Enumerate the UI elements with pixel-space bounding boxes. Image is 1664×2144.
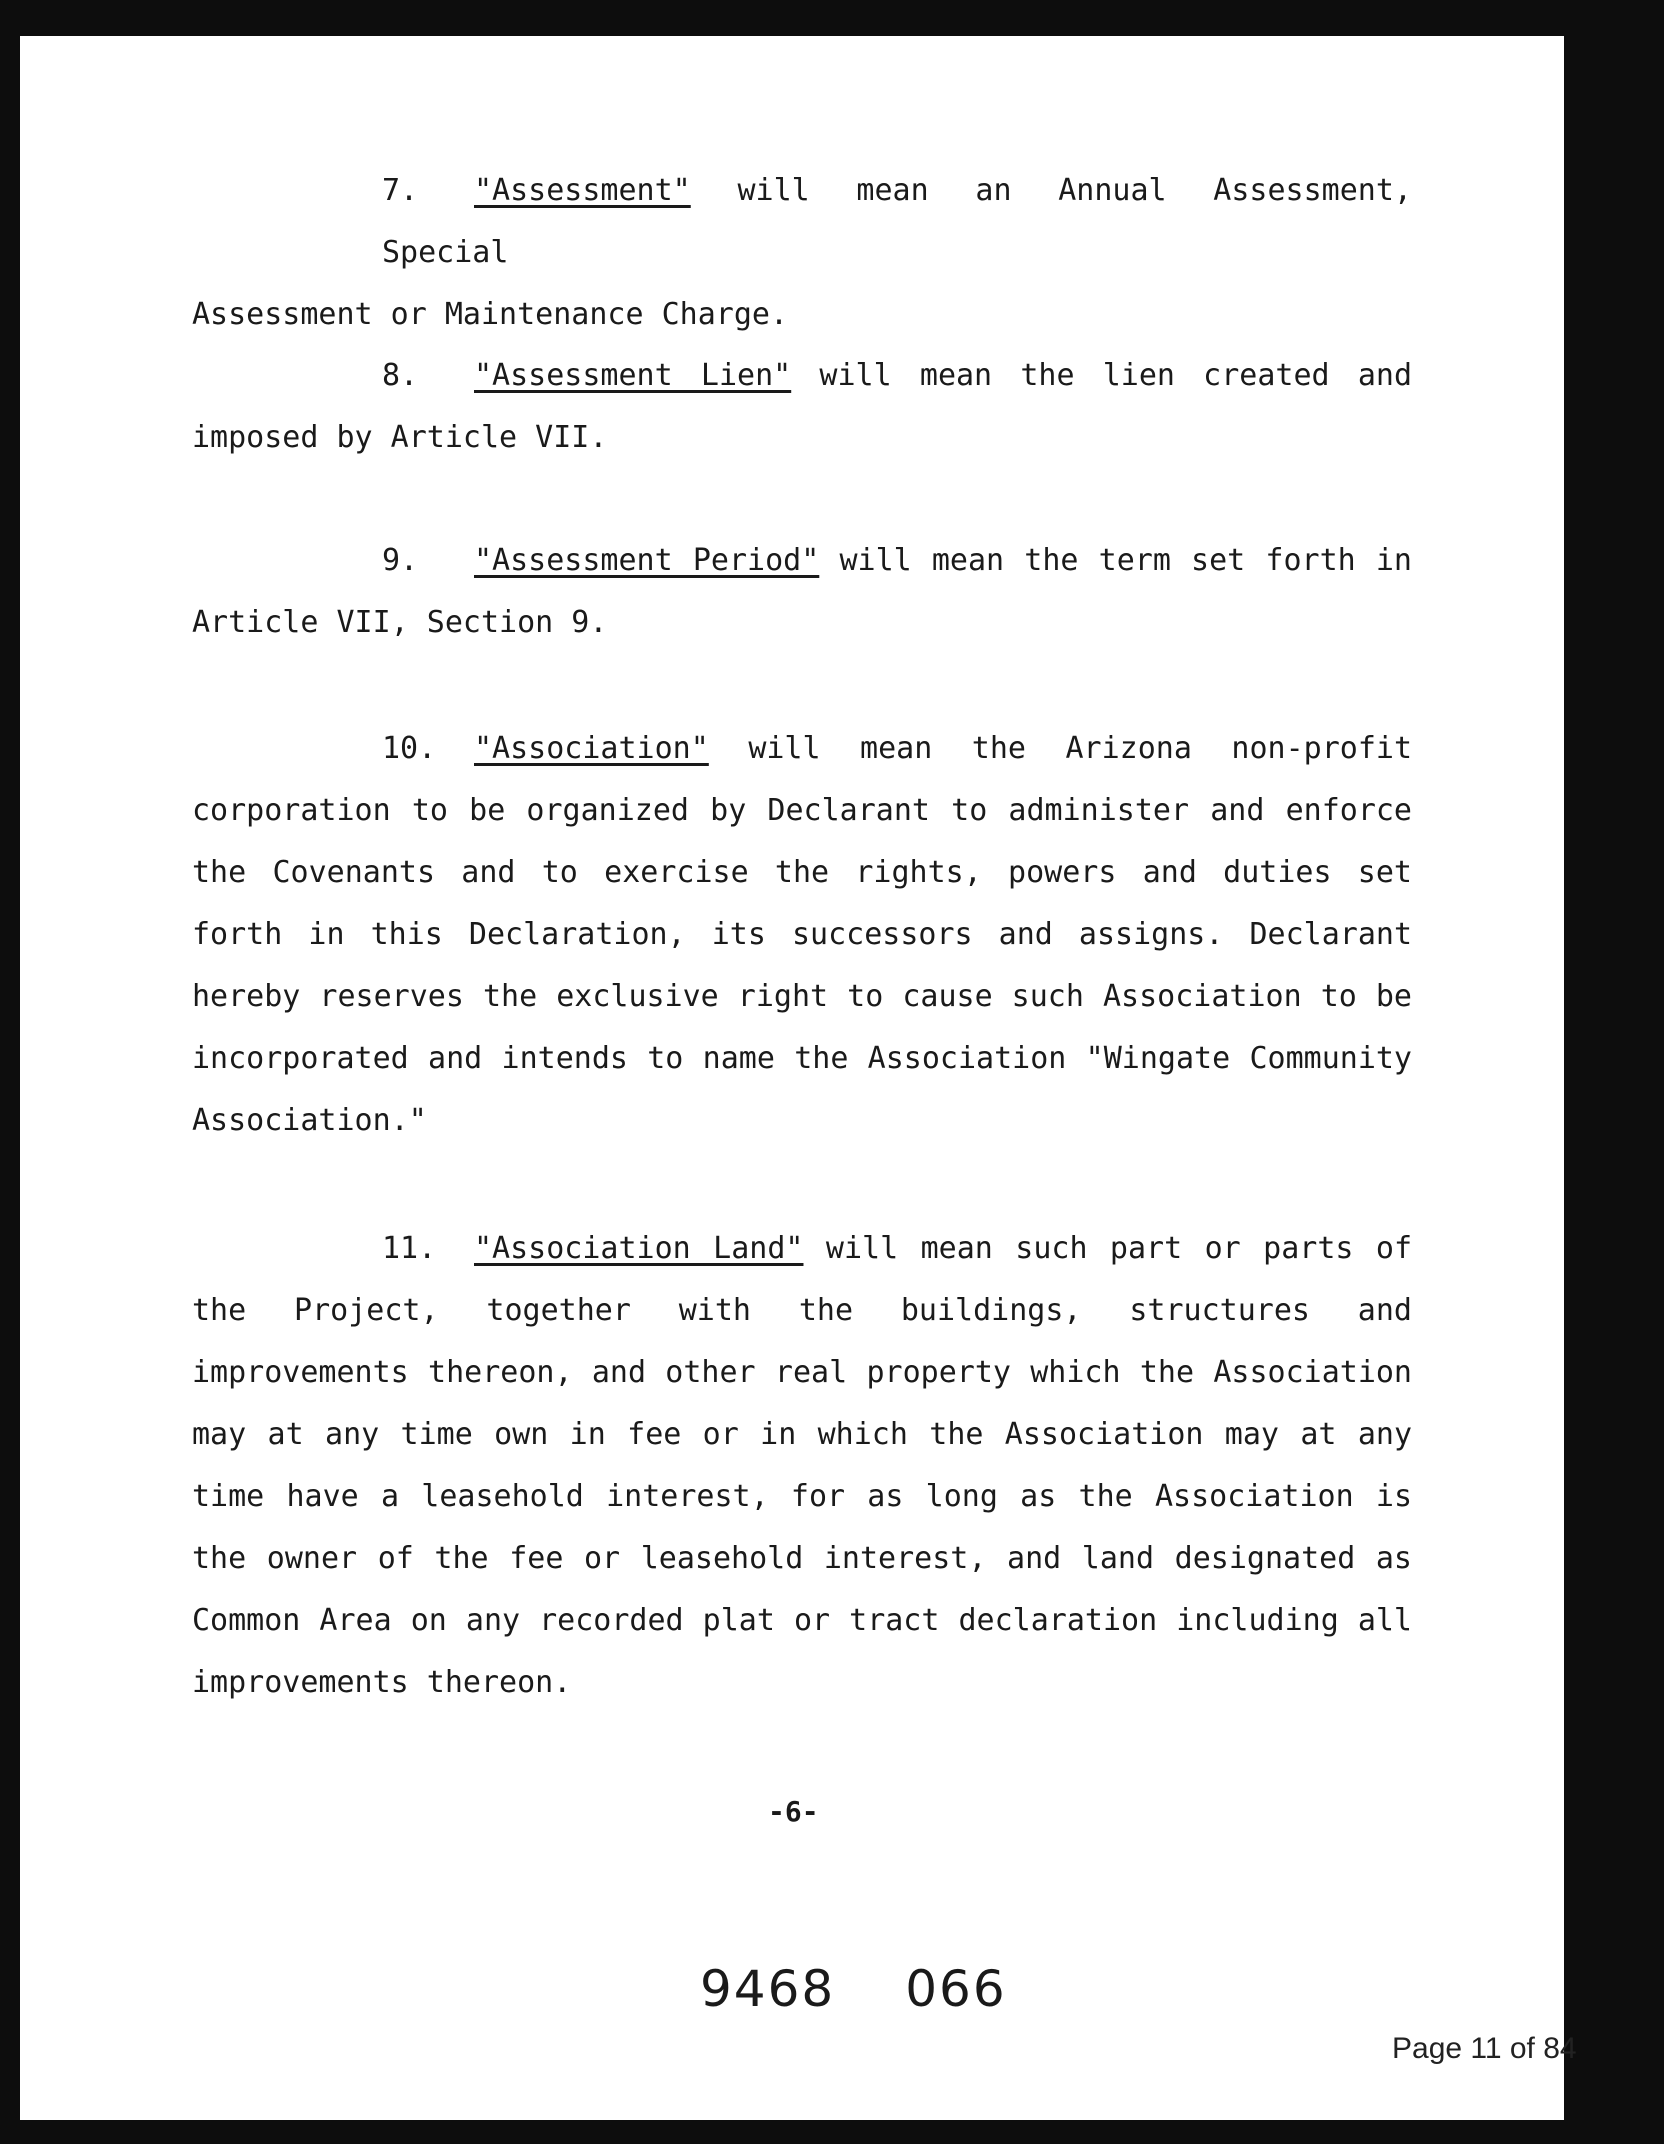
definition-item (192, 1218, 1412, 1714)
definition-text: will mean such part or parts of (825, 1231, 1413, 1266)
definition-first-line (192, 718, 1412, 780)
scan-border-top (0, 0, 1664, 36)
definition-continuation: Assessment or Maintenance Charge. (192, 297, 789, 332)
print-timestamp: 08/29/2011 12:14 PM (1424, 2085, 1557, 2101)
page-number: -6- (768, 1795, 819, 1828)
definition-continuation: Article VII, Section 9. (192, 605, 608, 640)
defined-term: "Assessment Period" (474, 543, 820, 578)
definition-continuation: corporation to be organized by Declarant to administer and enforce the Covenants and to exercise the rights, powers and duties set forth in this Declaration, its successors and assigns. Declarant hereby reserves the exclusive right to cause such Association to be incorporated and intends to name the Association "Wingate Community Association." (192, 793, 1412, 1138)
book-number: 9468 (700, 1960, 836, 2018)
defined-term: "Association Land" (474, 1231, 804, 1266)
definition-continuation: the Project, together with the buildings, structures and improvements thereon, and other real property which the Association may at any time own in fee or in which the Association may at any time have a leasehold interest, for as long as the Association is the owner of the fee or leasehold interest, and land designated as Common Area on any recorded plat or tract declaration including all improvements thereon. (192, 1293, 1412, 1700)
item-number: 9. (382, 543, 419, 578)
definition-first-line (192, 345, 1412, 407)
item-number: 8. (382, 358, 419, 393)
definition-item (192, 718, 1412, 1152)
definition-text: will mean the term set forth in (839, 543, 1412, 578)
definition-item (192, 345, 1412, 469)
definition-first-line (192, 160, 1412, 284)
defined-term: "Assessment" (474, 173, 691, 208)
item-number: 10. (382, 731, 437, 766)
page-count: Page 11 of 84 (1392, 2032, 1577, 2065)
book-page-number: 066 (905, 1960, 1007, 2018)
definition-first-line (192, 530, 1412, 592)
item-number: 11. (382, 1231, 437, 1266)
scan-border-left (0, 0, 20, 2144)
definition-first-line (192, 1218, 1412, 1280)
scan-border-right (1564, 0, 1664, 2144)
definition-item (192, 160, 1412, 346)
definition-text: will mean an Annual Assessment, Special (382, 173, 1412, 270)
definition-text: will mean the lien created and (819, 358, 1413, 393)
item-number: 7. (382, 173, 419, 208)
definition-continuation: imposed by Article VII. (192, 420, 608, 455)
definition-item (192, 530, 1412, 654)
defined-term: "Association" (474, 731, 709, 766)
definition-text: will mean the Arizona non-profit (748, 731, 1413, 766)
defined-term: "Assessment Lien" (474, 358, 792, 393)
recording-number (700, 1960, 1077, 2018)
scan-border-bottom (0, 2120, 1664, 2144)
